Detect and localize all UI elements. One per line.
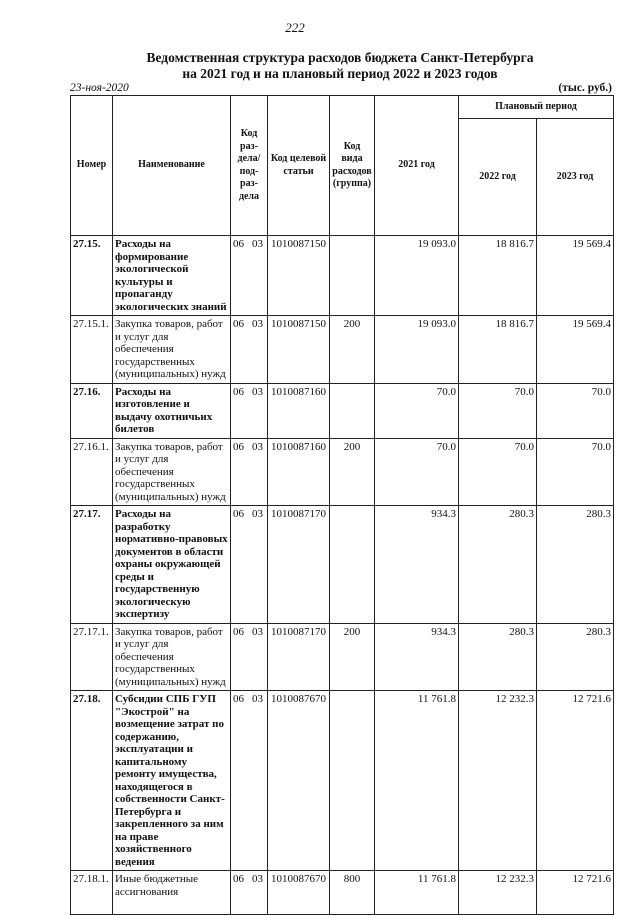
- row-2022: 12 232.3: [459, 871, 537, 915]
- row-2023: 280.3: [537, 623, 614, 691]
- row-number: 27.17.1.: [71, 623, 113, 691]
- row-target: 1010087170: [268, 506, 330, 624]
- row-subsection-code: 03: [252, 385, 263, 398]
- budget-table: [70, 95, 614, 915]
- document-date: 23-ноя-2020: [70, 82, 129, 94]
- row-section: [231, 438, 268, 506]
- table-row: [71, 691, 614, 871]
- row-subsection-code: 03: [252, 873, 263, 885]
- row-2021: 70.0: [375, 438, 459, 506]
- row-2022: 18 816.7: [459, 316, 537, 384]
- header-2023: 2023 год: [537, 119, 614, 236]
- row-number: 27.18.: [71, 691, 113, 871]
- row-expense-type: 200: [330, 623, 375, 691]
- row-expense-type: 200: [330, 316, 375, 384]
- row-2021: 11 761.8: [375, 871, 459, 915]
- page-number: 222: [285, 20, 305, 35]
- row-2022: 280.3: [459, 506, 537, 624]
- table-row: [71, 871, 614, 915]
- header-number: Номер: [71, 96, 113, 236]
- row-number: 27.16.1.: [71, 438, 113, 506]
- document-title: [60, 50, 620, 82]
- row-2023: 12 721.6: [537, 691, 614, 871]
- header-target: Код целевой статьи: [268, 96, 330, 236]
- row-section-code: 06: [233, 693, 244, 705]
- row-2022: 280.3: [459, 623, 537, 691]
- row-2022: 18 816.7: [459, 236, 537, 316]
- row-name: Расходы на изготовление и выдачу охотничьих билетов: [113, 383, 231, 438]
- row-expense-type: [330, 506, 375, 624]
- row-2023: 280.3: [537, 506, 614, 624]
- row-number: 27.16.: [71, 383, 113, 438]
- row-2023: 70.0: [537, 383, 614, 438]
- row-expense-type: [330, 383, 375, 438]
- table-row: [71, 438, 614, 506]
- table-row: [71, 623, 614, 691]
- row-target: 1010087150: [268, 236, 330, 316]
- row-2023: 19 569.4: [537, 236, 614, 316]
- row-subsection-code: 03: [252, 440, 263, 453]
- row-section: [231, 623, 268, 691]
- row-section: [231, 871, 268, 915]
- row-expense-type: 200: [330, 438, 375, 506]
- row-section-code: 06: [233, 508, 244, 520]
- units-label: (тыс. руб.): [558, 82, 612, 94]
- row-section: [231, 691, 268, 871]
- header-2022: 2022 год: [459, 119, 537, 236]
- header-expense-type: Код вида расходов (группа): [330, 96, 375, 236]
- table-row: [71, 316, 614, 384]
- row-section-code: 06: [233, 238, 244, 250]
- row-name: Закупка товаров, работ и услуг для обеспечения государственных (муниципальных) нужд: [113, 438, 231, 506]
- row-expense-type: 800: [330, 871, 375, 915]
- row-number: 27.18.1.: [71, 871, 113, 915]
- row-expense-type: [330, 236, 375, 316]
- row-section: [231, 506, 268, 624]
- row-name: Иные бюджетные ассигнования: [113, 871, 231, 915]
- row-name: Субсидии СПБ ГУП "Экострой" на возмещение затрат по содержанию, эксплуатации и капитальному ремонту имущества, находящегося в собственности Санкт-Петербурга и закрепленного за ним на праве хозяйственного ведения: [113, 691, 231, 871]
- row-subsection-code: 03: [252, 318, 263, 330]
- row-2021: 934.3: [375, 506, 459, 624]
- title-line-1: Ведомственная структура расходов бюджета Санкт-Петербурга: [146, 50, 534, 65]
- row-subsection-code: 03: [252, 693, 263, 705]
- row-section-code: 06: [233, 440, 244, 453]
- row-target: 1010087670: [268, 871, 330, 915]
- table-row: [71, 236, 614, 316]
- row-number: 27.17.: [71, 506, 113, 624]
- row-subsection-code: 03: [252, 238, 263, 250]
- row-2023: 19 569.4: [537, 316, 614, 384]
- row-2023: 12 721.6: [537, 871, 614, 915]
- header-name: Наименование: [113, 96, 231, 236]
- row-2022: 12 232.3: [459, 691, 537, 871]
- header-row: [71, 96, 614, 119]
- row-section: [231, 316, 268, 384]
- header-2021: 2021 год: [375, 96, 459, 236]
- row-section-code: 06: [233, 385, 244, 398]
- row-subsection-code: 03: [252, 625, 263, 638]
- table-row: [71, 383, 614, 438]
- row-expense-type: [330, 691, 375, 871]
- row-target: 1010087160: [268, 383, 330, 438]
- row-target: 1010087670: [268, 691, 330, 871]
- row-2021: 11 761.8: [375, 691, 459, 871]
- row-section-code: 06: [233, 625, 244, 638]
- row-2021: 19 093.0: [375, 236, 459, 316]
- row-number: 27.15.: [71, 236, 113, 316]
- row-section-code: 06: [233, 318, 244, 330]
- header-planned-period: Плановый период: [459, 96, 614, 119]
- row-2022: 70.0: [459, 383, 537, 438]
- table-row: [71, 506, 614, 624]
- header-section: Код раз-дела/ под-раз-дела: [231, 96, 268, 236]
- title-line-2: на 2021 год и на плановый период 2022 и 2023 годов: [182, 66, 498, 81]
- row-section: [231, 383, 268, 438]
- row-target: 1010087150: [268, 316, 330, 384]
- row-number: 27.15.1.: [71, 316, 113, 384]
- row-target: 1010087170: [268, 623, 330, 691]
- row-2021: 934.3: [375, 623, 459, 691]
- row-name: Закупка товаров, работ и услуг для обеспечения государственных (муниципальных) нужд: [113, 623, 231, 691]
- row-2022: 70.0: [459, 438, 537, 506]
- row-name: Закупка товаров, работ и услуг для обеспечения государственных (муниципальных) нужд: [113, 316, 231, 384]
- row-2021: 70.0: [375, 383, 459, 438]
- row-section-code: 06: [233, 873, 244, 885]
- row-2021: 19 093.0: [375, 316, 459, 384]
- row-2023: 70.0: [537, 438, 614, 506]
- row-section: [231, 236, 268, 316]
- row-target: 1010087160: [268, 438, 330, 506]
- row-name: Расходы на формирование экологической культуры и пропаганду экологических знаний: [113, 236, 231, 316]
- row-name: Расходы на разработку нормативно-правовых документов в области охраны окружающей среды и государственную экологическую экспертизу: [113, 506, 231, 624]
- row-subsection-code: 03: [252, 508, 263, 520]
